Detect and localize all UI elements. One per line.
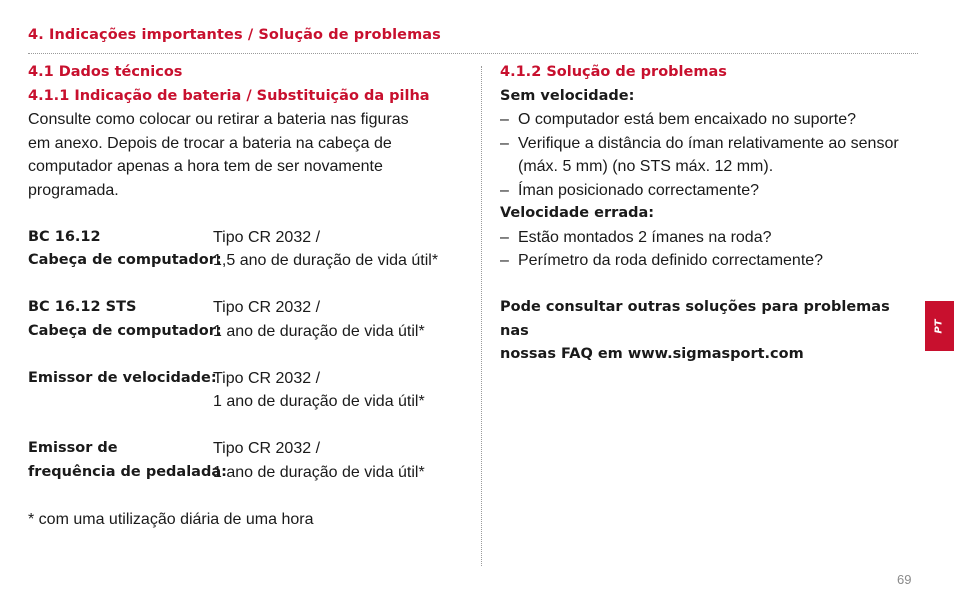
list-item <box>500 226 920 250</box>
section-title-solucao-problemas: 4.1.2 Solução de problemas <box>500 64 727 80</box>
right-column <box>500 61 920 367</box>
spec-label: Emissor de velocidade: <box>28 369 217 386</box>
list-item-text: Estão montados 2 ímanes na roda? <box>518 228 772 246</box>
faq-note <box>500 296 920 367</box>
list-item <box>500 249 920 273</box>
list-item-text: Perímetro da roda definido correctamente? <box>518 252 824 269</box>
spec-label: frequência de pedalada: <box>28 463 227 480</box>
list-item-text: Verifique a distância do íman relativamente ao sensor (máx. 5 mm) (no STS máx. 12 mm). <box>518 134 899 175</box>
column-divider <box>481 66 482 566</box>
language-tab <box>925 301 954 351</box>
list-item <box>500 108 920 132</box>
list-item-text: Íman posicionado correctamente? <box>518 181 760 199</box>
dash-bullet: – <box>500 252 509 269</box>
chapter-title: 4. Indicações importantes / Solução de problemas <box>28 27 441 43</box>
spec-row <box>28 226 468 250</box>
intro-line: computador apenas a hora tem de ser novamente <box>28 158 383 175</box>
spec-row <box>28 320 468 344</box>
list-item <box>500 132 920 179</box>
spec-label: Cabeça de computador: <box>28 252 222 268</box>
spec-value: 1 ano de duração de vida útil* <box>213 322 425 340</box>
wrong-speed-label: Velocidade errada: <box>500 205 655 221</box>
footnote: * com uma utilização diária de uma hora <box>28 510 314 528</box>
list-item-text: O computador está bem encaixado no suporte? <box>518 111 856 128</box>
dash-bullet: – <box>500 228 509 246</box>
intro-line: em anexo. Depois de trocar a bateria na cabeça de <box>28 134 392 152</box>
dash-bullet: – <box>500 181 509 199</box>
spec-label: Cabeça de computador: <box>28 322 222 339</box>
section-title-dados-tecnicos: 4.1 Dados técnicos <box>28 64 183 80</box>
no-speed-label: Sem velocidade: <box>500 87 635 104</box>
spec-value: 1 ano de duração de vida útil* <box>213 393 425 410</box>
spec-label <box>28 390 213 414</box>
dash-bullet: – <box>500 111 509 128</box>
intro-paragraph <box>28 108 468 202</box>
spec-value: Tipo CR 2032 / <box>213 299 321 316</box>
spec-row <box>28 437 468 461</box>
intro-line: Consulte como colocar ou retirar a bateria nas figuras <box>28 111 409 128</box>
spec-value: 1 ano de duração de vida útil* <box>213 463 425 481</box>
intro-line: programada. <box>28 181 119 199</box>
spec-row <box>28 367 468 391</box>
spec-label: BC 16.12 <box>28 228 101 245</box>
header-divider <box>28 53 918 54</box>
faq-line: nossas FAQ em www.sigmasport.com <box>500 346 804 362</box>
spec-row <box>28 249 468 273</box>
spec-value: Tipo CR 2032 / <box>213 228 321 246</box>
list-item <box>500 179 920 203</box>
spec-label: BC 16.12 STS <box>28 299 137 315</box>
dash-bullet: – <box>500 134 509 152</box>
spec-row <box>28 390 468 414</box>
spec-label: Emissor de <box>28 440 118 456</box>
language-tab-label: PT <box>934 318 945 334</box>
spec-row <box>28 461 468 485</box>
spec-row <box>28 296 468 320</box>
subsection-title-bateria: 4.1.1 Indicação de bateria / Substituição da pilha <box>28 87 430 104</box>
spec-value: Tipo CR 2032 / <box>213 369 321 387</box>
page-number: 69 <box>897 572 912 587</box>
spec-value: Tipo CR 2032 / <box>213 440 321 457</box>
faq-line: Pode consultar outras soluções para problemas nas <box>500 299 890 339</box>
spec-value: 1,5 ano de duração de vida útil* <box>213 252 439 269</box>
left-column <box>28 61 468 531</box>
